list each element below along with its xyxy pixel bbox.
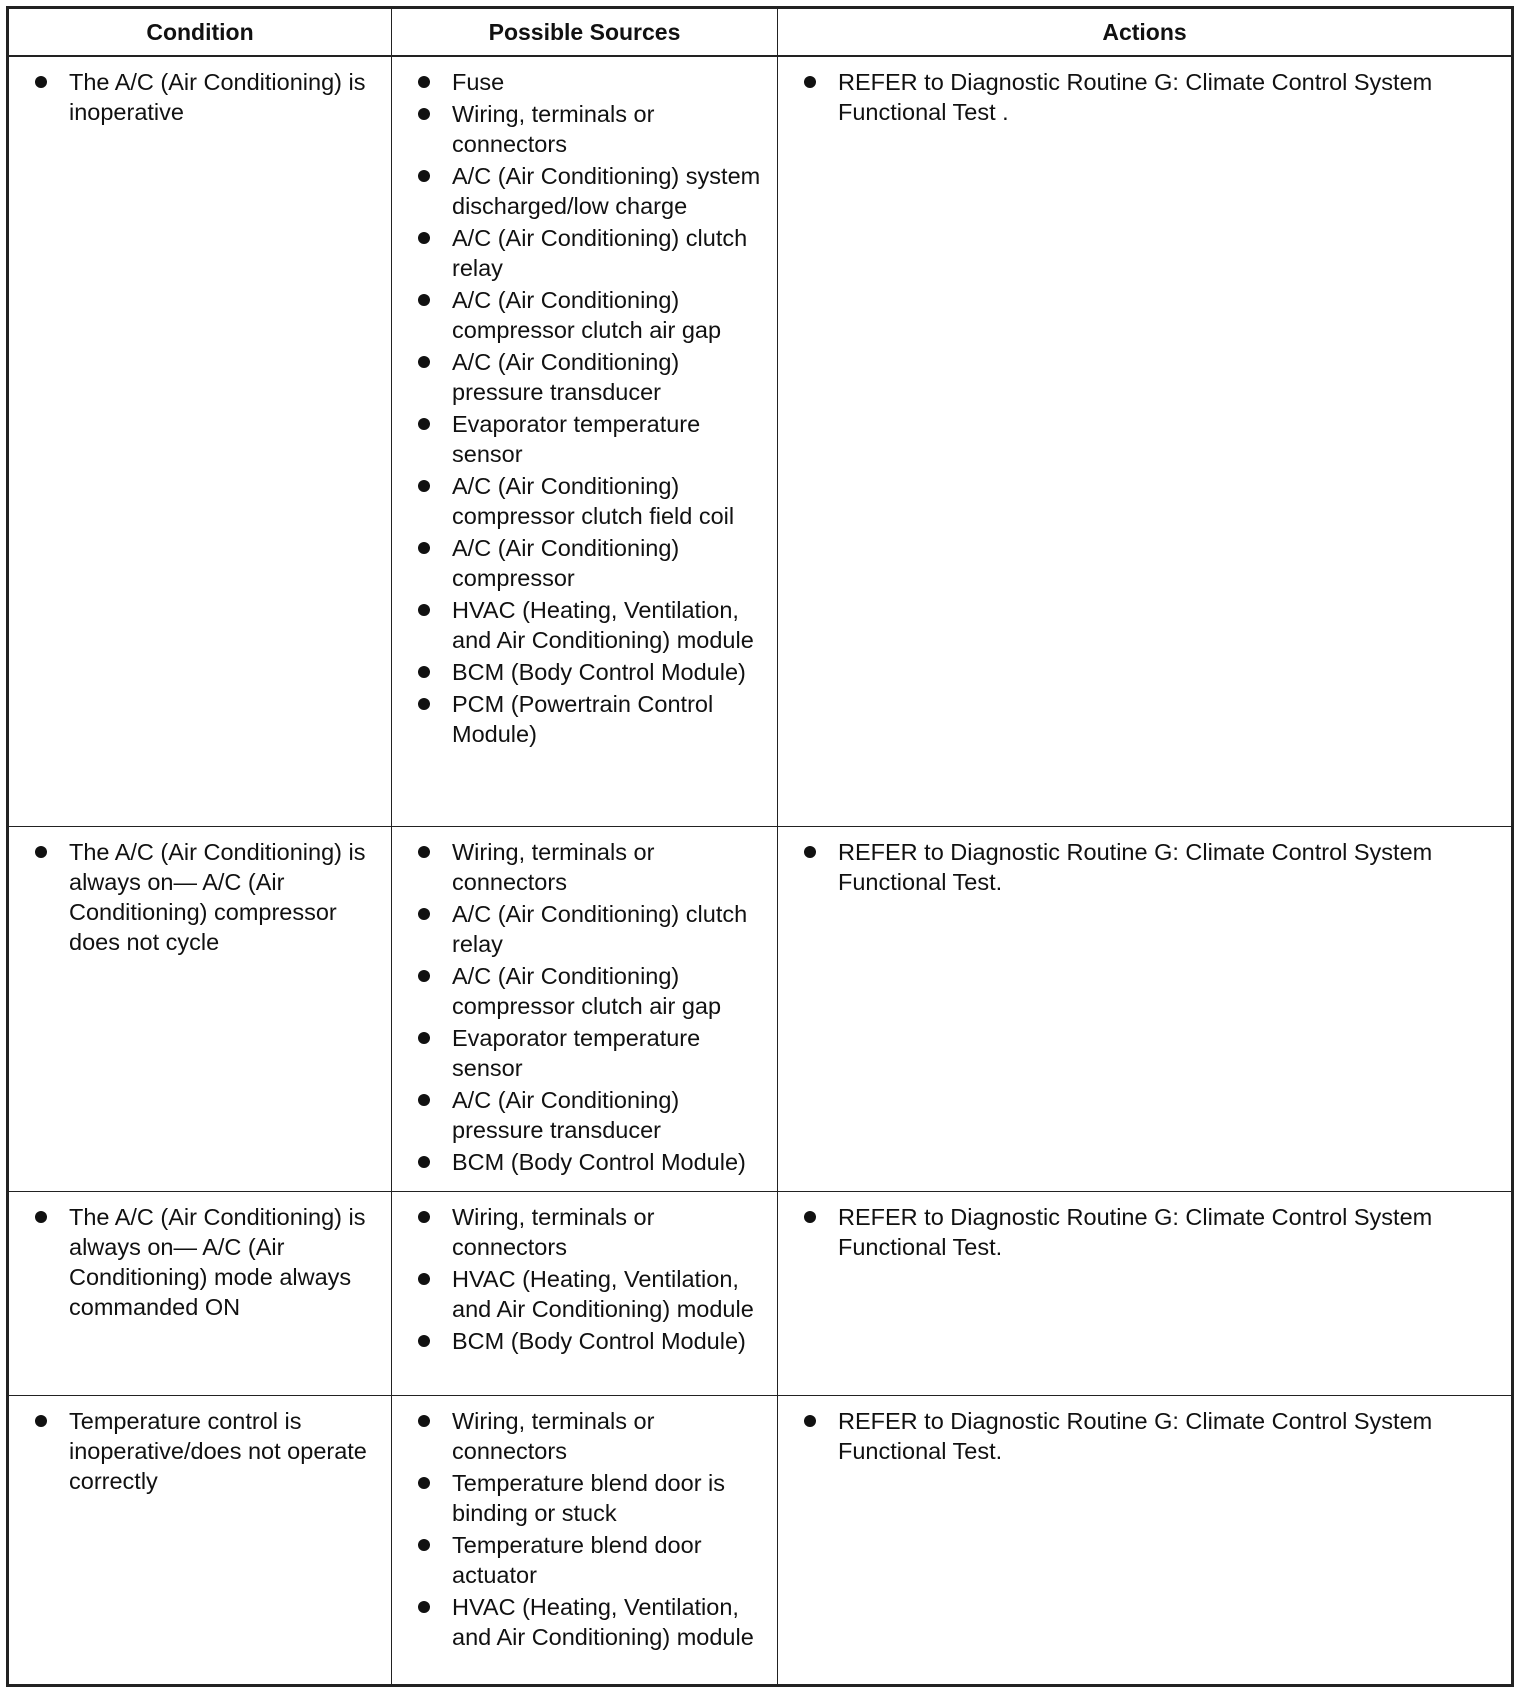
header-condition: Condition — [8, 8, 392, 57]
diagnostic-table — [6, 6, 1514, 1687]
condition-item: The A/C (Air Conditioning) is always on— A/C (Air Conditioning) compressor does not cycle — [33, 837, 385, 957]
source-item: HVAC (Heating, Ventilation, and Air Conditioning) module — [416, 595, 771, 655]
table-row — [8, 1395, 1513, 1685]
source-item: HVAC (Heating, Ventilation, and Air Conditioning) module — [416, 1592, 771, 1652]
source-item: A/C (Air Conditioning) clutch relay — [416, 223, 771, 283]
source-item: Temperature blend door actuator — [416, 1530, 771, 1590]
condition-item: Temperature control is inoperative/does not operate correctly — [33, 1406, 385, 1496]
source-item: BCM (Body Control Module) — [416, 657, 771, 687]
source-item: BCM (Body Control Module) — [416, 1326, 771, 1356]
condition-item: The A/C (Air Conditioning) is inoperative — [33, 67, 385, 127]
condition-cell — [8, 56, 392, 826]
header-row — [8, 8, 1513, 57]
sources-cell — [392, 1191, 778, 1395]
sources-list — [416, 1406, 771, 1652]
table-header — [8, 8, 1513, 57]
table-body — [8, 56, 1513, 1685]
table-row — [8, 56, 1513, 826]
table-row — [8, 1191, 1513, 1395]
action-item: REFER to Diagnostic Routine G: Climate Control System Functional Test . — [802, 67, 1505, 127]
sources-list — [416, 837, 771, 1177]
source-item: A/C (Air Conditioning) compressor — [416, 533, 771, 593]
source-item: Wiring, terminals or connectors — [416, 99, 771, 159]
condition-list — [33, 837, 385, 957]
source-item: A/C (Air Conditioning) clutch relay — [416, 899, 771, 959]
condition-list — [33, 1202, 385, 1322]
sources-list — [416, 67, 771, 749]
source-item: A/C (Air Conditioning) compressor clutch field coil — [416, 471, 771, 531]
sources-cell — [392, 826, 778, 1191]
source-item: Evaporator temperature sensor — [416, 409, 771, 469]
actions-list — [802, 1202, 1505, 1262]
actions-list — [802, 837, 1505, 897]
sources-cell — [392, 56, 778, 826]
table-row — [8, 826, 1513, 1191]
action-item: REFER to Diagnostic Routine G: Climate Control System Functional Test. — [802, 1202, 1505, 1262]
actions-list — [802, 1406, 1505, 1466]
sources-list — [416, 1202, 771, 1356]
source-item: HVAC (Heating, Ventilation, and Air Conditioning) module — [416, 1264, 771, 1324]
actions-cell — [778, 826, 1513, 1191]
source-item: Wiring, terminals or connectors — [416, 837, 771, 897]
source-item: A/C (Air Conditioning) compressor clutch air gap — [416, 285, 771, 345]
sources-cell — [392, 1395, 778, 1685]
source-item: A/C (Air Conditioning) pressure transducer — [416, 347, 771, 407]
source-item: A/C (Air Conditioning) compressor clutch air gap — [416, 961, 771, 1021]
actions-cell — [778, 1395, 1513, 1685]
condition-cell — [8, 826, 392, 1191]
actions-list — [802, 67, 1505, 127]
source-item: A/C (Air Conditioning) pressure transducer — [416, 1085, 771, 1145]
header-possible-sources: Possible Sources — [392, 8, 778, 57]
source-item: Wiring, terminals or connectors — [416, 1406, 771, 1466]
condition-cell — [8, 1395, 392, 1685]
condition-cell — [8, 1191, 392, 1395]
source-item: PCM (Powertrain Control Module) — [416, 689, 771, 749]
action-item: REFER to Diagnostic Routine G: Climate Control System Functional Test. — [802, 1406, 1505, 1466]
source-item: Temperature blend door is binding or stuck — [416, 1468, 771, 1528]
condition-list — [33, 1406, 385, 1496]
source-item: Fuse — [416, 67, 771, 97]
action-item: REFER to Diagnostic Routine G: Climate Control System Functional Test. — [802, 837, 1505, 897]
source-item: BCM (Body Control Module) — [416, 1147, 771, 1177]
header-actions: Actions — [778, 8, 1513, 57]
condition-item: The A/C (Air Conditioning) is always on— A/C (Air Conditioning) mode always commanded ON — [33, 1202, 385, 1322]
source-item: A/C (Air Conditioning) system discharged/low charge — [416, 161, 771, 221]
source-item: Evaporator temperature sensor — [416, 1023, 771, 1083]
condition-list — [33, 67, 385, 127]
source-item: Wiring, terminals or connectors — [416, 1202, 771, 1262]
actions-cell — [778, 56, 1513, 826]
actions-cell — [778, 1191, 1513, 1395]
